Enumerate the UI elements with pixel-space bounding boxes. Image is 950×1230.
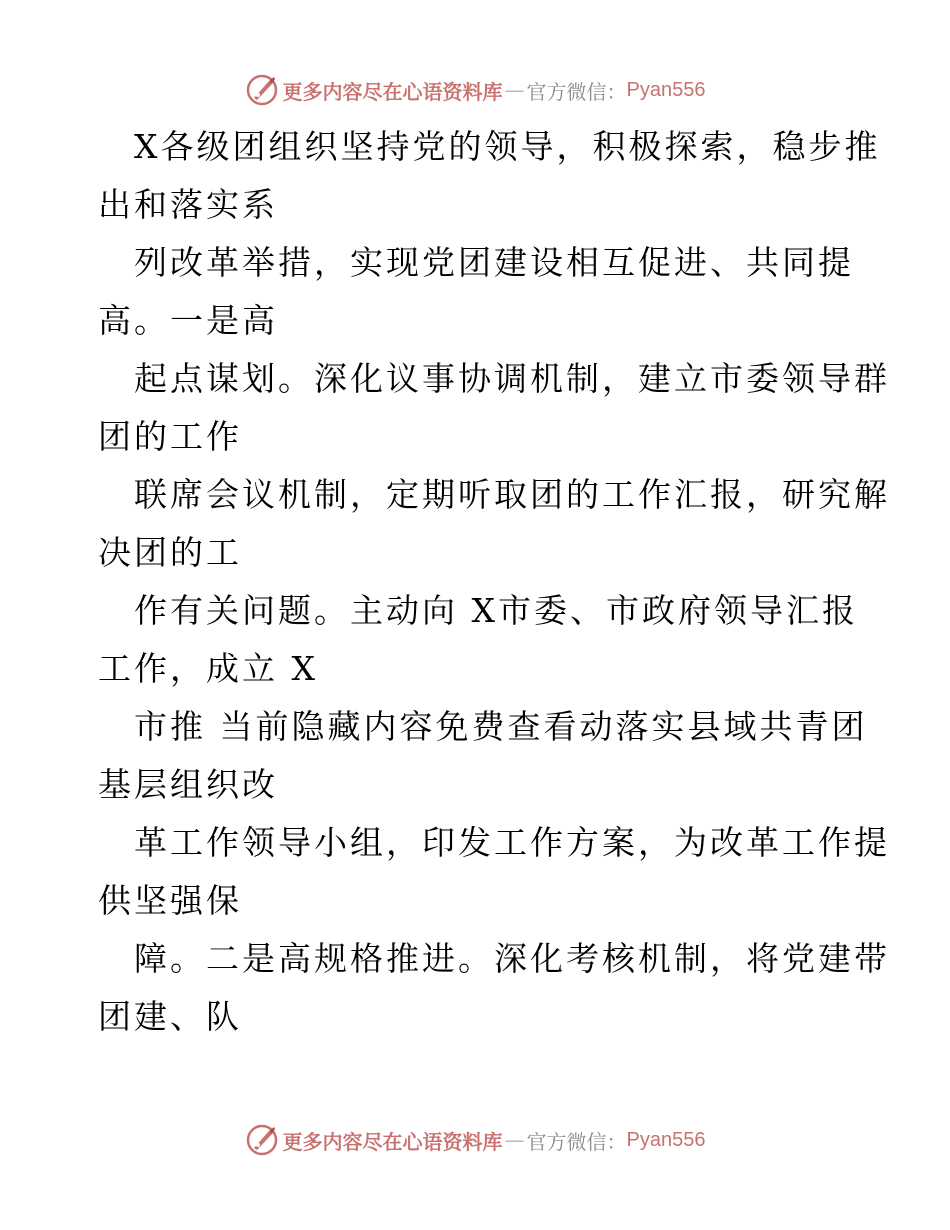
banner-wechat-id: Pyan556 [626,78,706,101]
header-banner [0,70,950,110]
body-line: 基层组织改 [98,765,278,804]
body-line: 市推 当前隐藏内容免费查看动落实县域共青团 [134,707,868,746]
body-line: 团建、队 [98,997,242,1036]
banner-label: 官方微信： [526,79,627,104]
body-line: 决团的工 [98,533,242,572]
banner-text: 更多内容尽在心语资料库 [282,79,503,104]
body-line: 供坚强保 [98,881,242,920]
body-line: 出和落实系 [98,185,278,224]
quill-pen-logo-icon [245,1123,279,1157]
body-line: X各级团组织坚持党的领导，积极探索，稳步推 [134,127,881,166]
body-line: 障。二是高规格推进。深化考核机制，将党建带 [134,939,890,978]
body-line: 列改革举措，实现党团建设相互促进、共同提 [134,243,854,282]
document-body [0,118,950,1046]
banner-wechat-id: Pyan556 [626,1128,706,1151]
body-line: 高。一是高 [98,301,278,340]
body-line: 团的工作 [98,417,242,456]
body-line: 作有关问题。主动向 X市委、市政府领导汇报 [134,591,858,630]
quill-pen-logo-icon [245,73,279,107]
body-line: 革工作领导小组，印发工作方案，为改革工作提 [134,823,890,862]
banner-label: 官方微信： [526,1129,627,1154]
banner-dash: — [504,1128,525,1152]
body-line: 起点谋划。深化议事协调机制，建立市委领导群 [134,359,890,398]
banner-text: 更多内容尽在心语资料库 [282,1129,503,1154]
body-line: 工作，成立 X [98,649,318,688]
body-line: 联席会议机制，定期听取团的工作汇报，研究解 [134,475,890,514]
footer-banner [0,1120,950,1160]
banner-dash: — [504,78,525,102]
